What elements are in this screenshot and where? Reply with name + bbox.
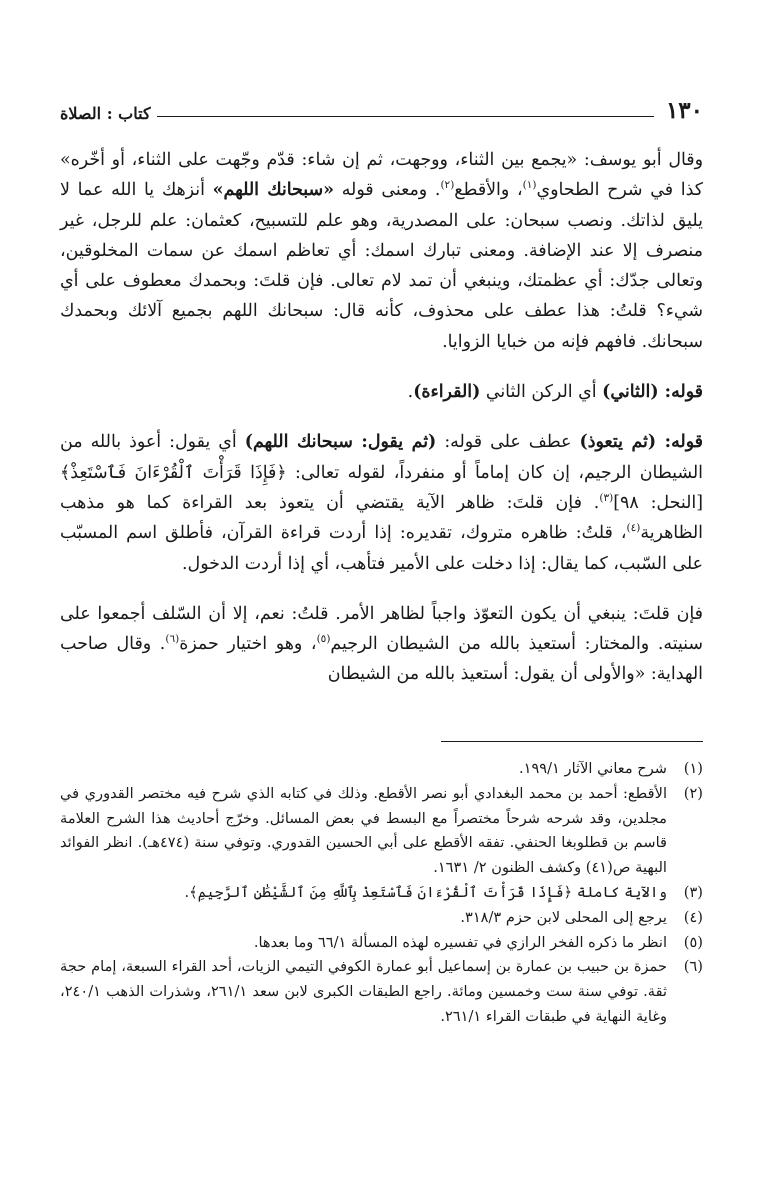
paragraph-3-text-2: أي يقول: أعوذ بالله من الشيطان الرجيم، إن كان إماماً أو منفرداً، لقوله تعالى: ﴿فَإِذَا قَرَأْتَ ٱلْقُرْءَانَ فَٱسْتَعِذْ﴾ [النحل: ٩٨] [60,432,703,513]
footnote-3 [60,881,703,906]
footnote-ref-2: (٢) [440,179,455,192]
paragraph-3 [60,427,703,578]
footnote-2 [60,782,703,881]
paragraph-3-text-4: ، قلتُ: ظاهره متروك، تقديره: إذا أردت قراءة القرآن، فأطلق اسم المسبّب على السّبب، كما يقال: إذا دخلت على الأمير فتأهب، أي إذا أردت الدخول. [60,523,703,574]
footnote-ref-1: (١) [522,179,537,192]
footnote-ref-3: (٣) [599,492,614,505]
paragraph-3-text-1: عطف على قوله: [436,432,580,453]
footnote-4 [60,906,703,931]
footnote-text: يرجع إلى المحلى لابن حزم ٣١٨/٣. [460,908,667,926]
paragraph-2-text: أي الركن الثاني [480,382,603,403]
paragraph-4 [60,599,703,690]
paragraph-2-end: . [407,382,414,403]
paragraph-2 [60,377,703,407]
footnote-number: (٤) [683,908,703,926]
footnote-number: (٣) [683,883,703,901]
page-number: ١٣٠ [665,97,703,124]
footnote-number: (١) [683,760,703,777]
footnote-text: انظر ما ذكره الفخر الرازي في تفسيره لهذه المسألة ٦٦/١ وما بعدها. [253,933,667,951]
footnote-number: (٢) [683,784,703,802]
footnote-1 [60,757,703,782]
paragraph-3-text-3: . فإن قلتَ: ظاهر الآية يقتضي أن يتعوذ بعد القراءة كما هو مذهب الظاهرية [60,492,703,544]
footnote-5 [60,931,703,956]
footnote-text: الأقطع: أحمد بن محمد البغدادي أبو نصر الأقطع. وذلك في كتابه الذي شرح فيه مختصر القدوري في مجلدين، وقد شرحه شرحاً مختصراً مع البسط في بعض المسائل. وخرّج أحاديث هذا الشرح العلامة قاسم بن قطلوبغا الحنفي. تفقه الأقطع على أبي الحسين القدوري. وتوفي سنة (٤٧٤هـ). انظر الفوائد البهية ص(٤١) وكشف الظنون ٢/ ١٦٣١. [60,784,667,877]
paragraph-1-text-4: أنزهك يا الله عما لا يليق لذاتك. ونصب سبحان: على المصدرية، وهو علم للتسبيح، كعثمان: علم للرجل، غير منصرف إلا عند الإضافة. ومعنى تبارك اسمك: أي تعاظم اسمك عن سمات المخلوقين، وتعالى جدّك: أي عظمتك، وينبغي أن تمد لام تعالى. فإن قلتَ: وبحمدك معطوف على أي شيء؟ قلتُ: هذا عطف على محذوف، كأنه قال: سبحانك اللهم بجميع آلائك وبحمدك سبحانك. فافهم فإنه من خبايا الزوايا. [60,180,703,352]
paragraph-1-bold-phrase: «سبحانك اللهم» [212,180,334,201]
footnote-text: حمزة بن حبيب بن عمارة بن إسماعيل أبو عمارة الكوفي التيمي الزيات، أحد القراء السبعة، إمام حجة ثقة. توفي سنة ست وخمسين ومائة. راجع الطبقات الكبرى لابن سعد ٢٦١/١، وشذرات الذهب ٢٤٠/١، وغاية النهاية في طبقات القراء ٢٦١/١. [60,958,668,1025]
paragraph-1-text-1: وقال أبو يوسف: «يجمع بين الثناء، ووجهت، ثم إن شاء: قدّم وجّهت على الثناء، أو أخّره» كذا في شرح الطحاوي [60,150,703,201]
footnote-number: (٦) [683,958,703,976]
footnote-number: (٥) [683,933,703,951]
paragraph-2-label: قوله: (الثاني) [602,382,703,403]
footnote-ref-6: (٦) [165,633,180,646]
footnote-text: شرح معاني الآثار ١٩٩/١. [518,760,667,777]
footnote-ref-5: (٥) [316,633,331,646]
footnote-ref-4: (٤) [626,522,641,535]
paragraph-3-quote: (ثم يقول: سبحانك اللهم) [244,432,437,453]
paragraph-4-text-2: ، وهو اختيار حمزة [179,634,317,655]
footnote-text: والآية كاملة ﴿فَإِذَا قَرَأْتَ ٱلْقُرْءَانَ فَٱسْتَعِذْ بِٱللَّهِ مِنَ ٱلشَّيْطَٰنِ ٱلرَّجِيمِ﴾. [184,883,667,901]
paragraph-1 [60,145,703,357]
header-rule [157,116,654,117]
page-header [60,96,703,122]
footnotes [60,757,703,1030]
footnote-separator [441,741,703,742]
running-title: كتاب : الصلاة [60,104,151,123]
paragraph-2-term: (القراءة) [413,382,481,403]
paragraph-3-label: قوله: (ثم يتعوذ) [579,432,704,453]
paragraph-1-text-2: ، والأقطع [454,180,523,201]
paragraph-1-text-3: . ومعنى قوله [333,180,441,201]
footnote-6 [60,955,703,1029]
main-text [60,145,703,690]
paragraph-4-text-3: . وقال صاحب الهداية: «والأولى أن يقول: أستعيذ بالله من الشيطان [60,634,703,685]
paragraph-4-text-1: فإن قلتَ: ينبغي أن يكون التعوّذ واجباً لظاهر الأمر. قلتُ: نعم، إلا أن السّلف أجمعوا على سنيته. والمختار: أستعيذ بالله من الشيطان الرجيم [60,603,704,655]
